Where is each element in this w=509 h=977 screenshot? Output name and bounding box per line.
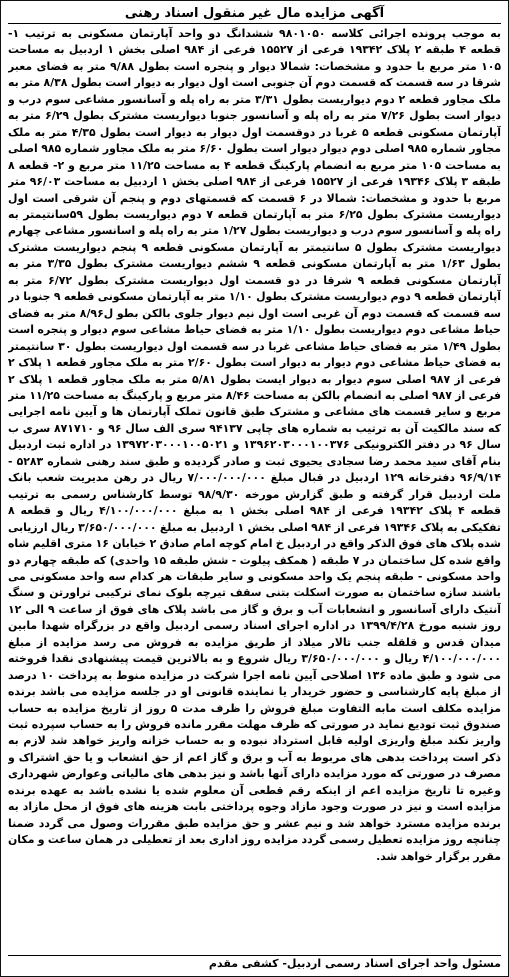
notice-title: آگهی مزایده مال غیر منقول اسناد رهنی <box>8 5 501 24</box>
notice-body: به موجب پرونده اجرائی کلاسه ۹۸۰۱۰۵۰ ششدانگ دو واحد آپارتمان مسکونی به ترتیب ۱- قطعه ۴ طبقه ۲ پلاک ۱۹۳۴۲ فرعی از ۱۵۵۲۷ فرعی از ۹۸۴ اصلی بخش ۱ اردبیل به مساحت ۱۰۵ متر مربع با حدود و مشخصات: شمالا دیوار و پنجره است بطول ۹/۸۸ متر به فضای معبر شرقا در سه قسمت که قسمت دوم آن جنوبی است اول دیوار به دیوار است بطول ۸/۳۸ متر به ملک مجاور قطعه ۲ دوم دیواریست بطول ۳/۳۱ متر به راه پله و آسانسور مشاعی سوم درب و دیوار است بطول ۷/۲۶ متر به راه پله و آسانسور جنوبا دیواریست مشترک بطول ۶/۲۹ متر به آپارتمان مسکونی قطعه ۵ غربا در دوقسمت اول دیوار به دیوار است بطول ۴/۳۵ متر به ملک مجاور شماره ۹۸۵ اصلی دوم دیوار دیوار است بطول ۶/۶۰ متر به ملک مجاور شماره ۹۸۵ اصلی به مساحت ۱۰۵ متر مربع به انضمام پارکینگ قطعه ۴ به مساحت ۱۱/۲۵ متر مربع و ۲- قطعه ۸ طبقه ۳ پلاک ۱۹۳۴۶ فرعی از ۱۵۵۲۷ فرعی از ۹۸۴ اصلی بخش ۱ اردبیل به مساحت ۹۶/۰۳ متر مربع با حدود و مشخصات: شمالا در ۶ قسمت که قسمتهای دوم و پنجم آن شرقی است اول دیواریست مشترک بطول ۶/۲۵ متر به آپارتمان قطعه ۷ دوم دیواریست بطول ۵۹سانتیمتر به راه پله و آسانسور سوم درب و دیواریست بطول ۱/۲۷ متر به راه پله و اسانسور مشاعی چهارم دیواریست مشترک بطول ۵ سانتیمتر به آپارتمان مسکونی قطعه ۹ پنجم دیواریست مشترک بطول ۱/۶۳ متر به آپارتمان مسکونی قطعه ۹ ششم دیواریست مشترک بطول ۳/۳۵ متر به آپارتمان مسکونی قطعه ۹ شرقا در دو قسمت اول دیواریست مشترک بطول ۶/۷۲ متر به آپارتمان قطعه ۹ دوم دیواریست مشترک بطول ۱/۱۰ متر به آپارتمان مسکونی قطعه ۹ جنوبا در سه قسمت که قسمت دوم آن غربی است اول نیم دیوار جلوی بالکن بطو ل۸/۹۶ متر به فضای حیاط مشاعی دوم دیواریست بطول ۱/۱۰ متر به فضای حیاط مشاعی سوم دیوار و پنجره است بطول ۱/۴۹ متر به فضای حیاط مشاعی غربا در سه قسمت اول دیواریست بطول ۳۰ سانتیمتر به فضای حیاط مشاعی دوم دیوار به دیوار است بطول ۲/۶۰ متر به ملک مجاور قطعه ۱ پلاک ۲ فرعی از ۹۸۷ اصلی سوم دیوار به دیوار ایست بطول ۵/۸۱ متر به ملک مجاور قطعه ۱ پلاک ۲ فرعی از ۹۸۷ اصلی به انضمام بالکن به مساحت ۸/۴۶ متر مربع و پارکینگ به مساحت ۱۱/۲۵ متر مربع و سایر قسمت های مشاعی و مشترک طبق قانون تملک آپارتمان ها و آیین نامه اجرایی که سند مالکیت آن به ترتیب به شماره های چاپی ۹۴۱۳۷ سری الف سال ۹۶ و ۸۷۱۷۱۰ سری ب سال ۹۶ در دفتر الکترونیکی ۱۳۹۶۲۰۳۰۰۰۱۰۰۳۷۶ و ۱۳۹۷۲۰۳۰۰۰۱۰۰۵۰۲۱ در اداره ثبت اردبیل بنام آقای سید محمد رضا سجادی یحیوی ثبت و صادر گردیده و طبق سند رهنی شماره ۵۲۸۳ - ۹۶/۹/۱۴ دفترخانه ۱۲۹ اردبیل در قبال مبلغ ۷/۰۰۰/۰۰۰/۰۰۰ ریال در رهن مدیریت شعب بانک ملت اردبیل قرار گرفته و طبق گزارش مورخه ۹۸/۹/۳۰ توسط کارشناس رسمی به ترتیب قطعه ۴ پلاک ۱۹۳۴۲ فرعی از ۹۸۴ اصلی بخش ۱ به مبلغ ۴/۱۰۰/۰۰۰/۰۰۰ ریال و قطعه ۸ تفکیکی به پلاک ۱۹۳۴۶ فرعی از ۹۸۴ اصلی بخش ۱ اردبیل به مبلغ ۳/۶۵۰/۰۰۰/۰۰۰ ریال ارزیابی شده پلاک های فوق الذکر واقع در اردبیل خ امام کوچه امام صادق ۲ خیابان ۱۶ متری اقلیم شاه واقع شده کل ساختمان در ۷ طبقه ( همکف پیلوت - شش طبقه ۱۵ واحدی) که طبقه چهارم دو واحد مسکونی - طبقه پنجم یک واحد مسکونی و سایر طبقات هر کدام سه واحد مسکونی می باشند سازه ساختمان به صورت اسکلت بتنی سقف تیرچه بلوک نمای ترکیبی تراورتن و سنگ آنتیک دارای آسانسور و انشعابات آب و برق و گاز می باشد پلاک های فوق از ساعت ۹ الی ۱۲ روز شنبه مورخ ۱۳۹۹/۴/۲۸ در اداره اجرای اسناد رسمی اردبیل واقع در بزرگراه شهدا مابین میدان قدس و قلقله جنب تالار میلاد از طریق مزایده به فروش می رسد مزایده از مبلغ ۴/۱۰۰/۰۰۰/۰۰۰ ریال و ۳/۶۵۰/۰۰۰/۰۰۰ ریال شروع و به بالاترین قیمت پیشنهادی نقدا فروخته می شود و طبق ماده ۱۳۶ اصلاحی آیین نامه اجرا شرکت در مزایده منوط به پرداخت ۱۰ درصد از مبلغ پایه کارشناسی و حضور خریدار یا نماینده قانونی او در جلسه مزایده می باشد برنده مزایده مکلف است مابه التفاوت مبلغ فروش را ظرف مدت ۵ روز از تاریخ مزایده به حساب صندوق ثبت تودیع نماید در صورتی که ظرف مهلت مقرر مانده فروش را به حساب سپرده ثبت واریز نکند مبلغ واریزی اولیه قابل استرداد نبوده و به حساب خزانه واریز خواهد شد لازم به ذکر است پرداخت بدهی های مربوط به آب و برق و گاز اعم از حق انشعاب و یا حق اشتراک و مصرف در صورتی که مورد مزایده دارای آنها باشد و نیز بدهی های مالیاتی وعوارض شهرداری وغیره تا تاریخ مزایده اعم از اینکه رقم قطعی آن معلوم شده یا نشده باشد به عهده برنده مزایده است و نیز در صورت وجود مازاد وجوه پرداختی بابت هزینه های فوق از محل مازاد به برنده مزایده مسترد خواهد شد و نیم عشر و حق مزایده طبق مقررات وصول می گردد ضمنا چنانچه روز مزایده تعطیل رسمی گردد مزایده روز اداری بعد از تعطیلی در همان ساعت و مکان مقرر برگزار خواهد شد. <box>8 27 501 863</box>
notice-signature: مسئول واحد اجرای اسناد رسمی اردبیل- کشفی مقدم <box>8 955 501 972</box>
